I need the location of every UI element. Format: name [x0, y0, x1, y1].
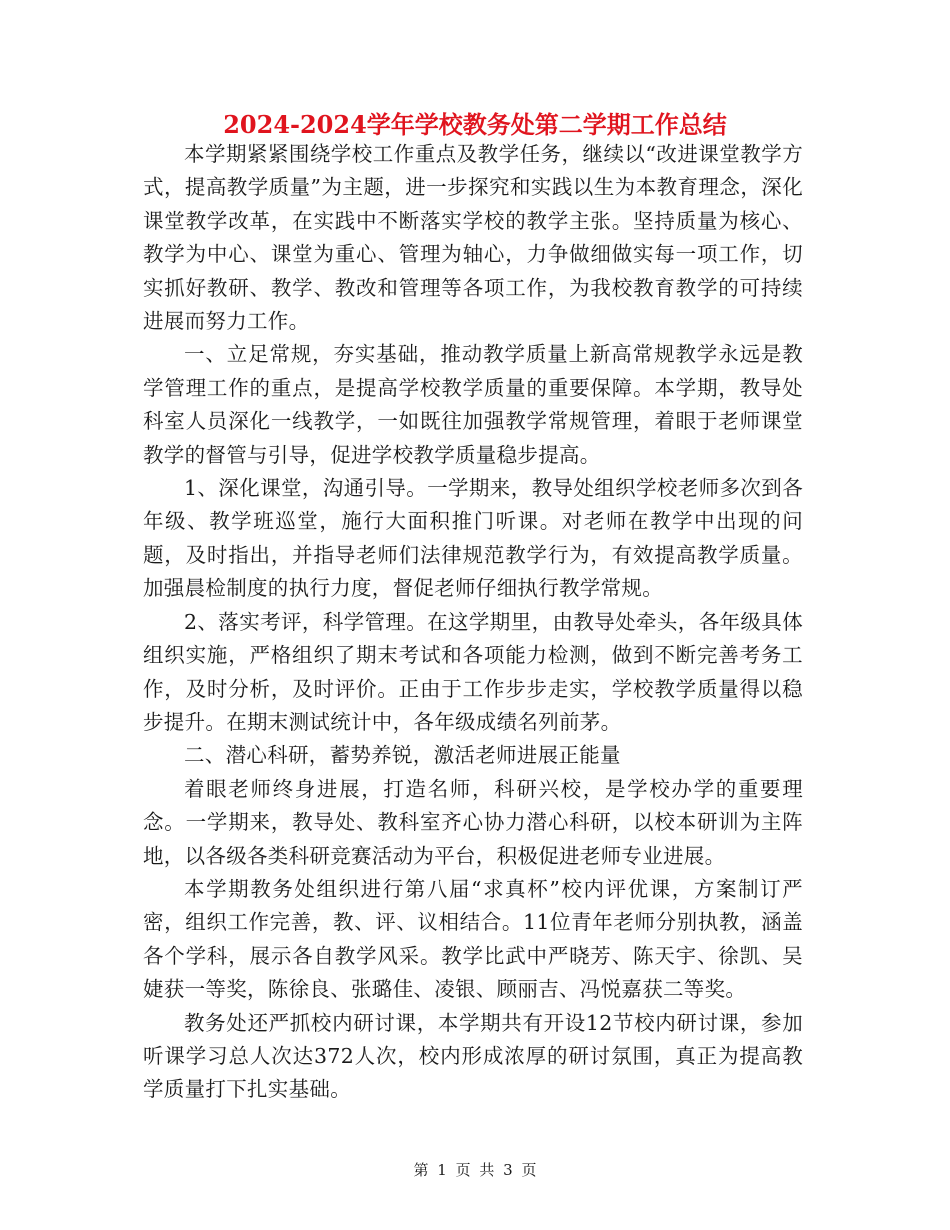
- paragraph-section-two-heading: 二、潜心科研，蓄势养锐，激活老师进展正能量: [184, 743, 621, 768]
- paragraph-contest: 本学期教务处组织进行第八届“求真杯”校内评优课，方案制订严密，组织工作完善，教、评、议相结合。11位青年老师分别执教，涵盖各个学科，展示各自教学风采。教学比武中严晓芳、陈天宇、徐凯、吴婕获一等奖，陈徐良、张璐佳、凌银、顾丽吉、冯悦嘉获二等奖。: [143, 876, 803, 1002]
- document-title: 2024-2024学年学校教务处第二学期工作总结: [223, 110, 727, 139]
- paragraph-item-two: 2、落实考评，科学管理。在这学期里，由教导处牵头，各年级具体组织实施，严格组织了期末考试和各项能力检测，做到不断完善考务工作，及时分析，及时评价。正由于工作步步走实，学校教学质量得以稳步提升。在期末测试统计中，各年级成绩名列前茅。: [143, 609, 803, 734]
- page-footer: 第 1 页 共 3 页: [413, 1161, 537, 1179]
- paragraph-research: 着眼老师终身进展，打造名师，科研兴校，是学校办学的重要理念。一学期来，教导处、教科室齐心协力潜心科研，以校本研训为主阵地，以各级各类科研竞赛活动为平台，积极促进老师专业进展。: [143, 776, 803, 868]
- paragraph-section-one: 一、立足常规，夯实基础，推动教学质量上新高常规教学永远是教学管理工作的重点，是提高学校教学质量的重要保障。本学期，教导处科室人员深化一线教学，一如既往加强教学常规管理，着眼于老师课堂教学的督管与引导，促进学校教学质量稳步提高。: [143, 342, 803, 467]
- paragraph-item-one: 1、深化课堂，沟通引导。一学期来，教导处组织学校老师多次到各年级、教学班巡堂，施行大面积推门听课。对老师在教学中出现的问题，及时指出，并指导老师们法律规范教学行为，有效提高教学质量。加强晨检制度的执行力度，督促老师仔细执行教学常规。: [143, 476, 803, 601]
- document-body: [143, 138, 803, 1107]
- paragraph-seminar: 教务处还严抓校内研讨课，本学期共有开设12节校内研讨课，参加听课学习总人次达372人次，校内形成浓厚的研讨氛围，真正为提高教学质量打下扎实基础。: [143, 1010, 803, 1102]
- paragraph-intro: 本学期紧紧围绕学校工作重点及教学任务，继续以“改进课堂教学方式，提高教学质量”为主题，进一步探究和实践以生为本教育理念，深化课堂教学改革，在实践中不断落实学校的教学主张。坚持质量为核心、教学为中心、课堂为重心、管理为轴心，力争做细做实每一项工作，切实抓好教研、教学、教改和管理等各项工作，为我校教育教学的可持续进展而努力工作。: [143, 142, 803, 334]
